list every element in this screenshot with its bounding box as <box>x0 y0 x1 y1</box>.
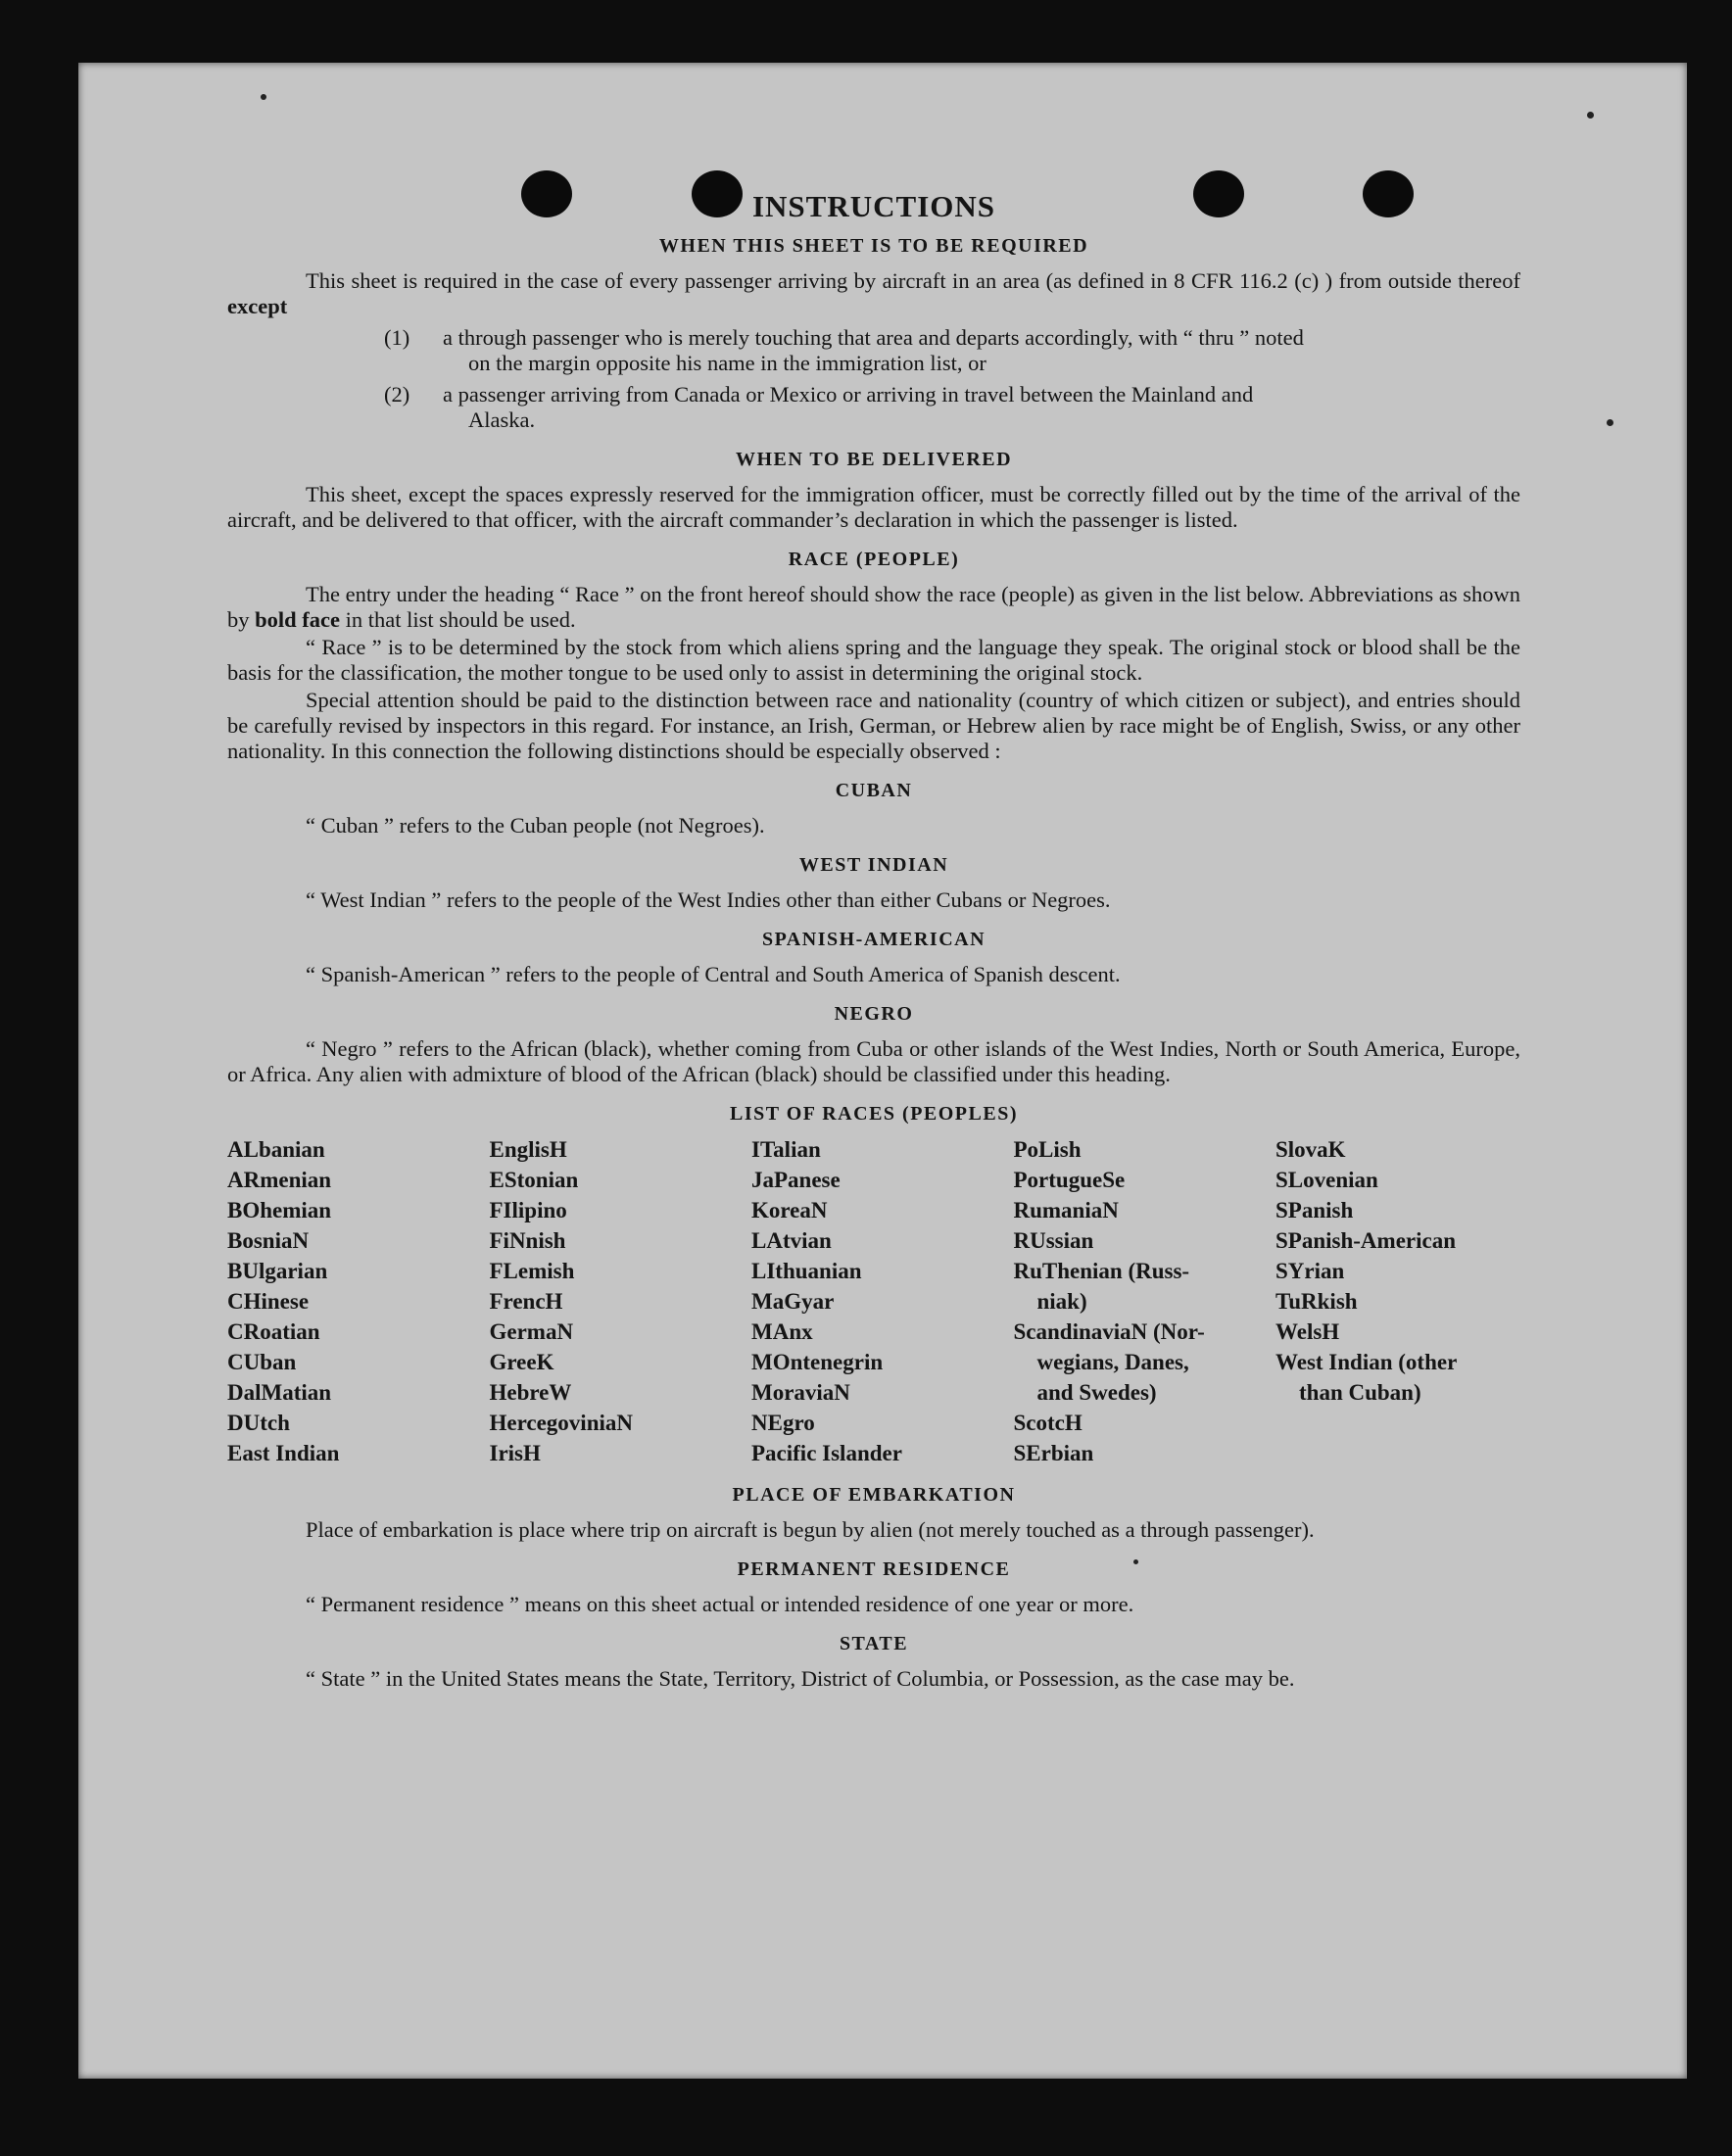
race-entry: RUssian <box>1013 1228 1094 1253</box>
cuban-text: “ Cuban ” refers to the Cuban people (not Negroes). <box>306 813 765 838</box>
race-entry: DalMatian <box>227 1380 332 1405</box>
race-entry: RumaniaN <box>1013 1198 1119 1222</box>
race-entry: ScotcH <box>1013 1411 1082 1435</box>
race-entry: FIlipino <box>489 1198 567 1222</box>
race-entry: FiNnish <box>489 1228 566 1253</box>
race-entry: EStonian <box>489 1168 579 1192</box>
heading-west-indian: WEST INDIAN <box>798 854 949 876</box>
race-entry: ScandinaviaN (Nor- <box>1013 1319 1205 1344</box>
spanish-american-text: “ Spanish-American ” refers to the people of Central and South America of Spanish descent. <box>306 962 1121 986</box>
race-entry: SLovenian <box>1275 1168 1378 1192</box>
race-entry: SlovaK <box>1275 1137 1346 1162</box>
race-entry: CUban <box>227 1350 297 1374</box>
races-column-4 <box>1014 1134 1259 1468</box>
race-entry: GermaN <box>489 1319 574 1344</box>
race-entry: BUlgarian <box>227 1259 328 1283</box>
required-intro: This sheet is required in the case of every passenger arriving by aircraft in an area (as defined in 8 CFR 116.2 (c) ) from outside thereof except <box>227 268 1520 318</box>
race-entry: FLemish <box>489 1259 575 1283</box>
race-entry: MOntenegrin <box>751 1350 884 1374</box>
race-entry: BosniaN <box>227 1228 310 1253</box>
races-column-1 <box>227 1134 472 1468</box>
speck <box>261 94 266 100</box>
race-paragraph-3: Special attention should be paid to the distinction between race and nationality (country of which citizen or subject), and entries should be carefully revised by inspectors in this regard. For instance, an Irish, German, or Hebrew alien by race might be of English, Swiss, or any other nationality. In this connection the following distinctions should be especially observed : <box>227 688 1520 763</box>
exception-item-2: (2) a passenger arriving from Canada or Mexico or arriving in travel between the Mainland and Alaska. <box>384 382 1254 432</box>
race-entry: EnglisH <box>489 1137 567 1162</box>
state-text: “ State ” in the United States means the State, Territory, District of Columbia, or Possession, as the case may be. <box>306 1666 1295 1691</box>
race-entry: West Indian (other <box>1275 1350 1458 1374</box>
race-entry: BOhemian <box>227 1198 332 1222</box>
embarkation-text: Place of embarkation is place where trip on aircraft is begun by alien (not merely touched as a through passenger). <box>306 1517 1315 1542</box>
heading-negro: NEGRO <box>834 1003 914 1025</box>
heading-race: RACE (PEOPLE) <box>788 549 960 570</box>
race-entry: JaPanese <box>751 1168 841 1192</box>
west-indian-text: “ West Indian ” refers to the people of the West Indies other than either Cubans or Negroes. <box>306 887 1111 912</box>
race-entry: WelsH <box>1275 1319 1340 1344</box>
race-entry: HebreW <box>489 1380 572 1405</box>
page-title: INSTRUCTIONS <box>751 189 995 223</box>
race-entry-continued: niak) <box>1036 1289 1087 1314</box>
heading-list-of-races: LIST OF RACES (PEOPLES) <box>729 1103 1018 1125</box>
race-entry: MAnx <box>751 1319 813 1344</box>
race-entry: GreeK <box>489 1350 554 1374</box>
race-entry: NEgro <box>751 1411 815 1435</box>
race-entry: MoraviaN <box>751 1380 850 1405</box>
instructions-content <box>227 189 1520 1694</box>
race-entry: TuRkish <box>1275 1289 1358 1314</box>
race-entry: SErbian <box>1013 1441 1094 1465</box>
race-entry: Pacific Islander <box>751 1441 902 1465</box>
race-entry: LIthuanian <box>751 1259 862 1283</box>
speck <box>1607 419 1613 426</box>
race-entry-continued: and Swedes) <box>1036 1380 1157 1405</box>
race-entry: SPanish-American <box>1275 1228 1456 1253</box>
heading-cuban: CUBAN <box>835 780 913 801</box>
races-column-5 <box>1275 1134 1520 1468</box>
race-entry: IrisH <box>489 1441 541 1465</box>
race-entry-continued: wegians, Danes, <box>1036 1350 1189 1374</box>
speck <box>1587 112 1594 119</box>
residence-text: “ Permanent residence ” means on this sheet actual or intended residence of one year or more. <box>306 1592 1134 1616</box>
race-entry: FrencH <box>489 1289 563 1314</box>
race-entry: ALbanian <box>227 1137 325 1162</box>
race-entry: SYrian <box>1275 1259 1345 1283</box>
race-entry: SPanish <box>1275 1198 1354 1222</box>
race-entry: East Indian <box>227 1441 340 1465</box>
race-entry: CRoatian <box>227 1319 320 1344</box>
race-paragraph-2: “ Race ” is to be determined by the stock from which aliens spring and the language they speak. The original stock or blood shall be the basis for the classification, the mother tongue to be used only to assist in determining the original stock. <box>227 635 1520 685</box>
races-column-2 <box>490 1134 735 1468</box>
race-entry: PortugueSe <box>1013 1168 1126 1192</box>
race-entry: KoreaN <box>751 1198 828 1222</box>
race-entry: LAtvian <box>751 1228 832 1253</box>
exception-item-1: (1) a through passenger who is merely touching that area and departs accordingly, with “ thru ” noted on the margin opposite his name in the immigration list, or <box>384 325 1304 375</box>
delivered-text: This sheet, except the spaces expressly reserved for the immigration officer, must be correctly filled out by the time of the arrival of the aircraft, and be delivered to that officer, with the aircraft commander’s declaration in which the passenger is listed. <box>227 482 1520 532</box>
race-entry-continued: than Cuban) <box>1299 1380 1421 1405</box>
heading-required: WHEN THIS SHEET IS TO BE REQUIRED <box>658 235 1089 257</box>
race-entry: PoLish <box>1013 1137 1082 1162</box>
heading-embarkation: PLACE OF EMBARKATION <box>732 1484 1016 1506</box>
race-entry: ITalian <box>751 1137 821 1162</box>
heading-state: STATE <box>839 1633 909 1654</box>
race-paragraph-1: The entry under the heading “ Race ” on the front hereof should show the race (people) as given in the list below. Abbreviations as shown by bold face in that list should be used. <box>227 582 1520 632</box>
races-list <box>227 1134 1520 1468</box>
race-entry: DUtch <box>227 1411 290 1435</box>
heading-delivered: WHEN TO BE DELIVERED <box>735 449 1013 470</box>
heading-spanish-american: SPANISH-AMERICAN <box>761 929 986 950</box>
heading-residence: PERMANENT RESIDENCE <box>737 1558 1011 1580</box>
required-except: except <box>227 294 288 318</box>
race-entry: MaGyar <box>751 1289 835 1314</box>
race-entry: RuThenian (Russ- <box>1013 1259 1190 1283</box>
race-entry: HercegoviniaN <box>489 1411 633 1435</box>
races-column-3 <box>751 1134 996 1468</box>
race-entry: CHinese <box>227 1289 310 1314</box>
negro-text: “ Negro ” refers to the African (black), whether coming from Cuba or other islands of the West Indies, North or South America, Europe, or Africa. Any alien with admixture of blood of the African (black) should be classified under this heading. <box>227 1036 1520 1086</box>
race-entry: ARmenian <box>227 1168 332 1192</box>
